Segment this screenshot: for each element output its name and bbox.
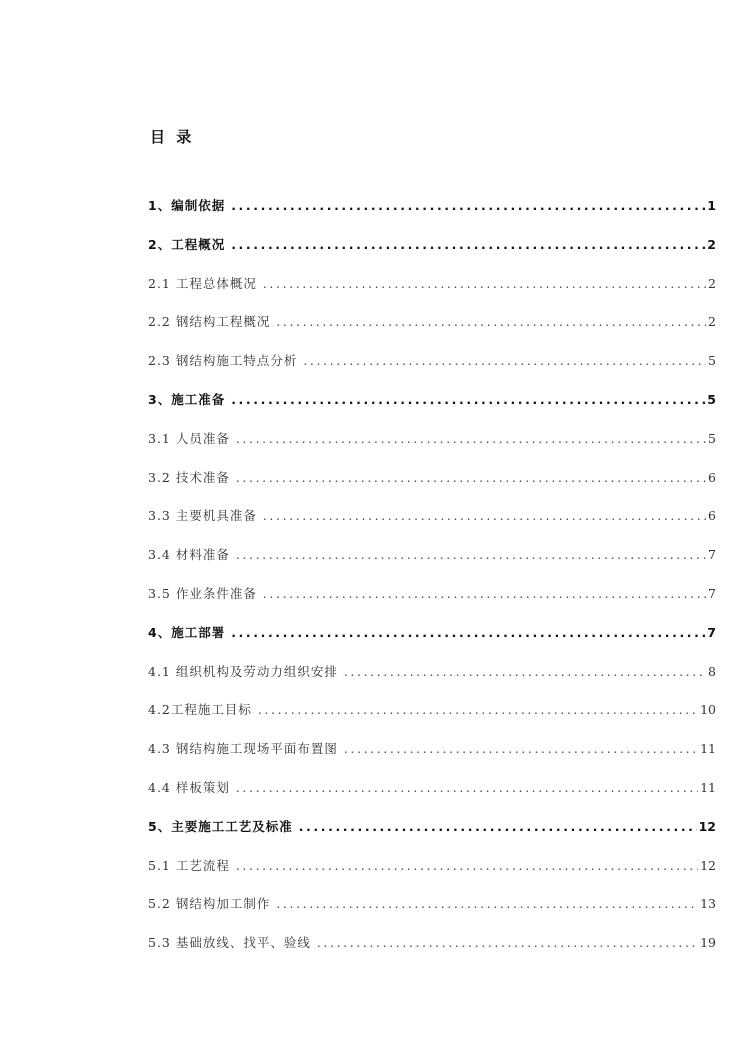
toc-entry-page-number: 6	[708, 469, 716, 485]
toc-entry[interactable]	[148, 235, 716, 274]
toc-dot-leader	[299, 819, 697, 834]
toc-entry[interactable]	[148, 506, 716, 545]
toc-entry-page-number: 13	[700, 896, 716, 912]
toc-entry-label: 3.5 作业条件准备	[148, 585, 257, 601]
toc-entry-label: 4.4 样板策划	[148, 779, 230, 795]
toc-entry-page-number: 2	[708, 275, 716, 291]
toc-entry[interactable]	[148, 196, 716, 235]
toc-entry-page-number: 7	[708, 585, 716, 601]
toc-entry-page-number: 12	[700, 857, 716, 873]
toc-entry-page-number: 6	[708, 508, 716, 524]
toc-entry-label: 4.1 组织机构及劳动力组织安排	[148, 663, 338, 679]
toc-dot-leader	[236, 470, 706, 485]
toc-dot-leader	[263, 586, 706, 601]
toc-entry[interactable]	[148, 468, 716, 507]
toc-entry-label: 1、编制依据	[148, 198, 226, 213]
toc-entry[interactable]	[148, 623, 716, 662]
toc-dot-leader	[303, 353, 706, 368]
toc-title: 目 录	[150, 128, 195, 146]
toc-dot-leader	[231, 392, 705, 407]
toc-entry[interactable]	[148, 778, 716, 817]
toc-entry-label: 2.2 钢结构工程概况	[148, 314, 271, 330]
toc-dot-leader	[276, 896, 698, 911]
toc-dot-leader	[276, 314, 706, 329]
toc-entry[interactable]	[148, 545, 716, 584]
toc-entry[interactable]	[148, 429, 716, 468]
toc-entry-label: 2.3 钢结构施工特点分析	[148, 353, 298, 369]
toc-list	[148, 196, 716, 972]
toc-entry-label: 4.3 钢结构施工现场平面布置图	[148, 741, 338, 757]
toc-dot-leader	[263, 508, 706, 523]
toc-dot-leader	[236, 547, 706, 562]
toc-entry-page-number: 7	[708, 547, 716, 563]
toc-entry-label: 5.3 基础放线、找平、验线	[148, 935, 311, 951]
toc-entry[interactable]	[148, 700, 716, 739]
toc-entry[interactable]	[148, 274, 716, 313]
toc-entry-page-number: 1	[707, 198, 716, 213]
toc-entry-label: 3.2 技术准备	[148, 469, 230, 485]
toc-entry[interactable]	[148, 894, 716, 933]
toc-entry[interactable]	[148, 739, 716, 778]
toc-entry-label: 3.3 主要机具准备	[148, 508, 257, 524]
toc-dot-leader	[263, 276, 706, 291]
toc-entry[interactable]	[148, 312, 716, 351]
toc-entry-label: 4、施工部署	[148, 624, 226, 640]
toc-entry[interactable]	[148, 584, 716, 623]
toc-entry-label: 3、施工准备	[148, 391, 226, 407]
toc-entry[interactable]	[148, 817, 716, 856]
toc-entry-page-number: 19	[700, 935, 716, 951]
toc-dot-leader	[236, 780, 698, 795]
toc-entry-page-number: 2	[707, 236, 716, 252]
toc-entry[interactable]	[148, 351, 716, 390]
toc-dot-leader	[317, 935, 698, 950]
toc-entry[interactable]	[148, 933, 716, 972]
toc-entry-page-number: 12	[698, 818, 716, 834]
toc-entry[interactable]	[148, 390, 716, 429]
toc-entry-label: 2、工程概况	[148, 236, 226, 252]
toc-dot-leader	[344, 664, 706, 679]
toc-entry-page-number: 8	[708, 663, 716, 679]
toc-entry[interactable]	[148, 856, 716, 895]
toc-entry-label: 2.1 工程总体概况	[148, 275, 257, 291]
toc-dot-leader	[231, 625, 705, 640]
toc-dot-leader	[231, 237, 705, 252]
toc-entry-label: 5、主要施工工艺及标准	[148, 818, 293, 834]
toc-entry-page-number: 5	[707, 391, 716, 407]
toc-dot-leader	[231, 198, 705, 213]
toc-entry-page-number: 10	[700, 702, 716, 718]
toc-entry-page-number: 5	[708, 430, 716, 446]
toc-dot-leader	[236, 858, 698, 873]
toc-entry-label: 5.2 钢结构加工制作	[148, 896, 271, 912]
toc-entry-page-number: 2	[708, 314, 716, 330]
toc-entry-label: 5.1 工艺流程	[148, 857, 230, 873]
toc-entry-label: 4.2工程施工目标	[148, 702, 252, 718]
toc-entry-label: 3.4 材料准备	[148, 547, 230, 563]
toc-dot-leader	[258, 702, 698, 717]
toc-dot-leader	[344, 741, 698, 756]
toc-entry-page-number: 11	[700, 741, 716, 757]
toc-entry-page-number: 5	[708, 353, 716, 369]
toc-entry-label: 3.1 人员准备	[148, 430, 230, 446]
toc-entry-page-number: 11	[700, 779, 716, 795]
toc-entry[interactable]	[148, 662, 716, 701]
toc-entry-page-number: 7	[707, 624, 716, 640]
toc-dot-leader	[236, 431, 706, 446]
